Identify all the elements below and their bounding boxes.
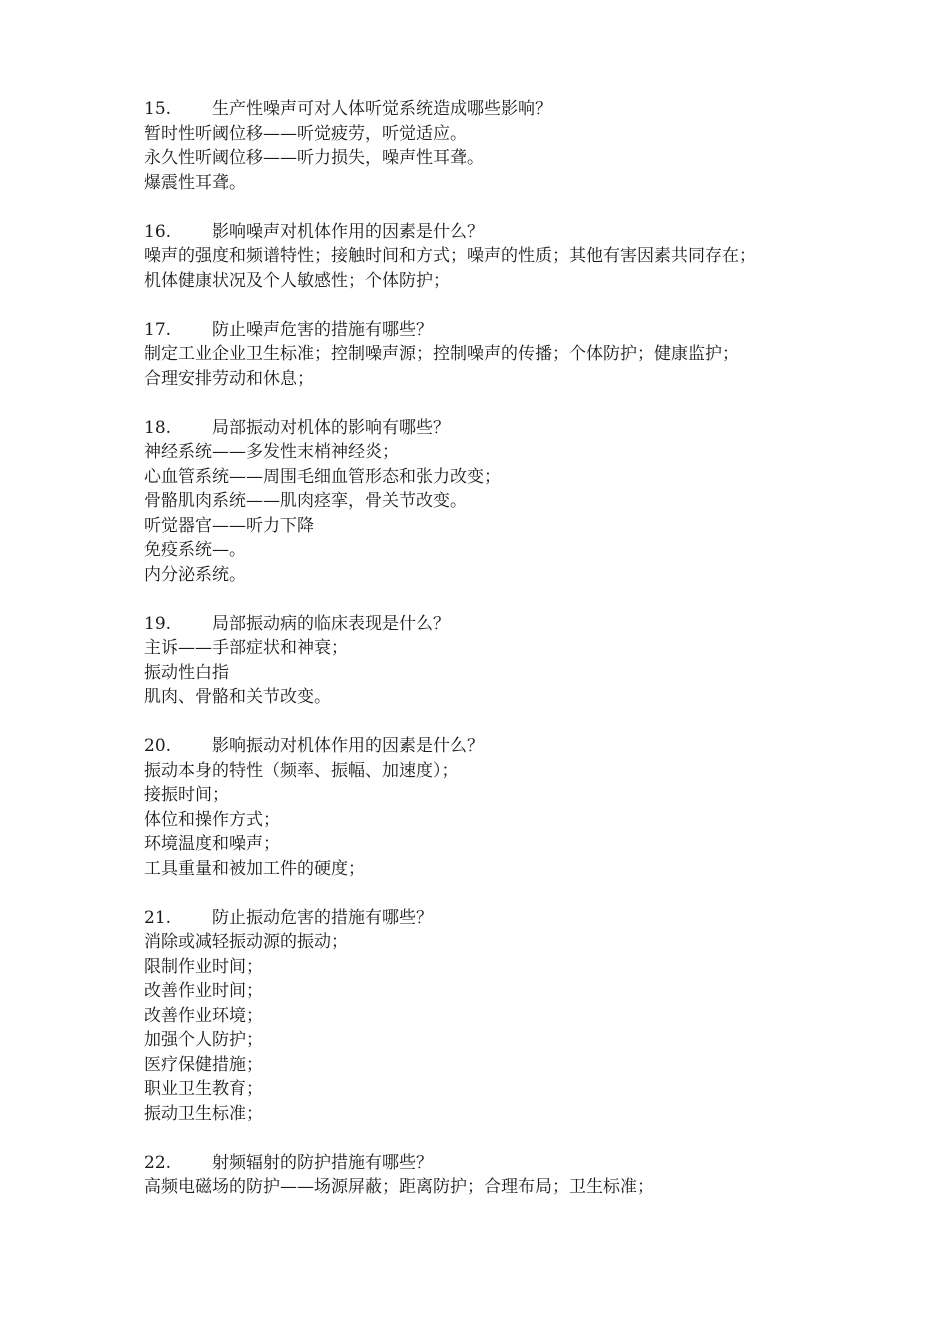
qa-section xyxy=(144,906,824,1127)
question-number: 16. xyxy=(144,221,172,242)
answer-line: 环境温度和噪声； xyxy=(144,834,280,854)
answer-line: 合理安排劳动和休息； xyxy=(144,368,314,389)
answer-line: 爆震性耳聋。 xyxy=(144,172,246,193)
answer-line: 高频电磁场的防护——场源屏蔽；距离防护；合理布局；卫生标准； xyxy=(144,1177,654,1197)
document-page xyxy=(144,97,824,1224)
answer-line: 医疗保健措施； xyxy=(144,1054,263,1075)
answer-line: 内分泌系统。 xyxy=(144,564,246,585)
question-text: 防止振动危害的措施有哪些？ xyxy=(212,907,433,928)
question-line xyxy=(144,734,824,759)
answer-line: 机体健康状况及个人敏感性；个体防护； xyxy=(144,270,450,291)
question-line xyxy=(144,906,824,931)
question-number: 18. xyxy=(144,417,172,438)
answer-line: 主诉——手部症状和神衰； xyxy=(144,638,348,658)
question-text: 局部振动病的临床表现是什么？ xyxy=(212,613,450,634)
answer-line: 制定工业企业卫生标准；控制噪声源；控制噪声的传播；个体防护；健康监护； xyxy=(144,344,739,364)
qa-section xyxy=(144,97,824,195)
question-text: 生产性噪声可对人体听觉系统造成哪些影响？ xyxy=(212,99,552,119)
answer-line: 改善作业环境； xyxy=(144,1005,263,1026)
question-text: 射频辐射的防护措施有哪些？ xyxy=(212,1152,433,1173)
answer-line: 振动性白指 xyxy=(144,662,229,683)
answer-line: 限制作业时间； xyxy=(144,956,263,977)
question-text: 局部振动对机体的影响有哪些？ xyxy=(212,417,450,438)
question-line xyxy=(144,612,824,637)
question-line xyxy=(144,416,824,441)
question-line xyxy=(144,1151,824,1176)
answer-line: 体位和操作方式； xyxy=(144,809,280,830)
question-number: 19. xyxy=(144,613,172,634)
qa-section xyxy=(144,416,824,588)
question-text: 防止噪声危害的措施有哪些？ xyxy=(212,319,433,340)
answer-line: 暂时性听阈位移——听觉疲劳，听觉适应。 xyxy=(144,123,467,144)
answer-line: 骨骼肌肉系统——肌肉痉挛，骨关节改变。 xyxy=(144,491,467,511)
answer-line: 加强个人防护； xyxy=(144,1030,263,1050)
answer-line: 改善作业时间； xyxy=(144,981,263,1001)
answer-line: 永久性听阈位移——听力损失，噪声性耳聋。 xyxy=(144,148,484,168)
question-line xyxy=(144,318,824,343)
answer-line: 噪声的强度和频谱特性；接触时间和方式；噪声的性质；其他有害因素共同存在； xyxy=(144,246,756,266)
question-number: 22. xyxy=(144,1152,172,1173)
qa-section xyxy=(144,318,824,392)
question-text: 影响噪声对机体作用的因素是什么？ xyxy=(212,221,484,242)
qa-section xyxy=(144,1151,824,1200)
answer-line: 免疫系统—。 xyxy=(144,540,246,560)
answer-line: 职业卫生教育； xyxy=(144,1079,263,1099)
answer-line: 接振时间； xyxy=(144,785,229,805)
answer-line: 振动本身的特性（频率、振幅、加速度）； xyxy=(144,760,459,781)
question-line xyxy=(144,220,824,245)
question-number: 17. xyxy=(144,319,172,340)
answer-line: 神经系统——多发性末梢神经炎； xyxy=(144,442,399,462)
answer-line: 振动卫生标准； xyxy=(144,1103,263,1124)
question-line xyxy=(144,97,824,122)
answer-line: 工具重量和被加工件的硬度； xyxy=(144,858,365,879)
qa-section xyxy=(144,220,824,294)
qa-section xyxy=(144,734,824,881)
question-text: 影响振动对机体作用的因素是什么？ xyxy=(212,736,484,756)
answer-line: 心血管系统——周围毛细血管形态和张力改变； xyxy=(144,466,501,487)
answer-line: 消除或减轻振动源的振动； xyxy=(144,932,348,952)
question-number: 20. xyxy=(144,736,172,756)
question-number: 15. xyxy=(144,99,172,119)
answer-line: 肌肉、骨骼和关节改变。 xyxy=(144,687,331,707)
qa-section xyxy=(144,612,824,710)
answer-line: 听觉器官——听力下降 xyxy=(144,515,314,536)
question-number: 21. xyxy=(144,907,172,928)
